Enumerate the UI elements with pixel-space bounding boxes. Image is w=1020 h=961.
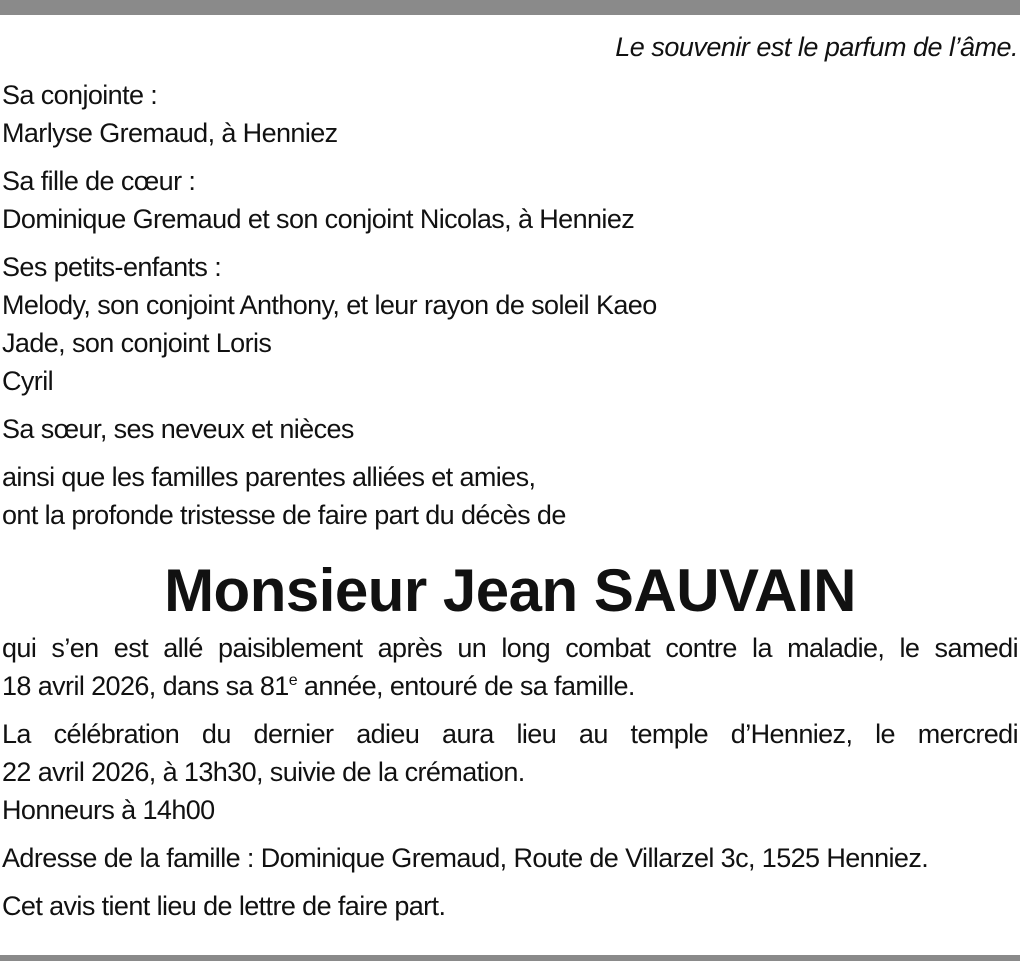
- daughter-section: [2, 162, 1018, 238]
- deceased-name: Monsieur Jean SAUVAIN: [164, 557, 856, 624]
- spouse-name: Marlyse Gremaud, à Henniez: [2, 118, 338, 148]
- passing-section: [2, 629, 1018, 705]
- ceremony-line-2: 22 avril 2026, à 13h30, suivie de la crémation.: [2, 757, 525, 787]
- sister-line: Sa sœur, ses neveux et nièces: [2, 414, 354, 444]
- top-rule: [0, 0, 1020, 15]
- grandchildren-section: [2, 248, 1018, 400]
- passing-line-2-end: année, entouré de sa famille.: [297, 671, 635, 701]
- passing-line-2-start: 18 avril 2026, dans sa 81: [2, 671, 289, 701]
- epigraph-quote: Le souvenir est le parfum de l’âme.: [615, 32, 1018, 62]
- daughter-heading: Sa fille de cœur :: [2, 166, 196, 196]
- bottom-rule: [0, 955, 1020, 961]
- notice-section: [2, 887, 1018, 925]
- ordinal-suffix: e: [288, 672, 298, 689]
- grandchild-line: Cyril: [2, 366, 53, 396]
- ceremony-section: [2, 715, 1018, 829]
- honours-line: Honneurs à 14h00: [2, 795, 215, 825]
- grandchild-line: Melody, son conjoint Anthony, et leur rayon de soleil Kaeo: [2, 290, 657, 320]
- passing-line-1: qui s’en est allé paisiblement après un long combat contre la maladie, le samedi: [2, 633, 1018, 663]
- spouse-section: [2, 76, 1018, 152]
- spouse-heading: Sa conjointe :: [2, 80, 158, 110]
- announcement-line: ont la profonde tristesse de faire part du décès de: [2, 500, 566, 530]
- passing-line-2: [2, 667, 1018, 705]
- obituary-notice: [2, 28, 1018, 935]
- ceremony-line-1: La célébration du dernier adieu aura lieu au temple d’Henniez, le mercredi: [2, 719, 1018, 749]
- daughter-name: Dominique Gremaud et son conjoint Nicolas, à Henniez: [2, 204, 635, 234]
- grandchild-line: Jade, son conjoint Loris: [2, 328, 272, 358]
- sister-section: [2, 410, 1018, 448]
- notice-line: Cet avis tient lieu de lettre de faire part.: [2, 891, 446, 921]
- address-section: [2, 839, 1018, 877]
- families-line: ainsi que les familles parentes alliées et amies,: [2, 462, 536, 492]
- family-address: Adresse de la famille : Dominique Gremaud, Route de Villarzel 3c, 1525 Henniez.: [2, 843, 929, 873]
- grandchildren-heading: Ses petits-enfants :: [2, 252, 222, 282]
- families-section: [2, 458, 1018, 534]
